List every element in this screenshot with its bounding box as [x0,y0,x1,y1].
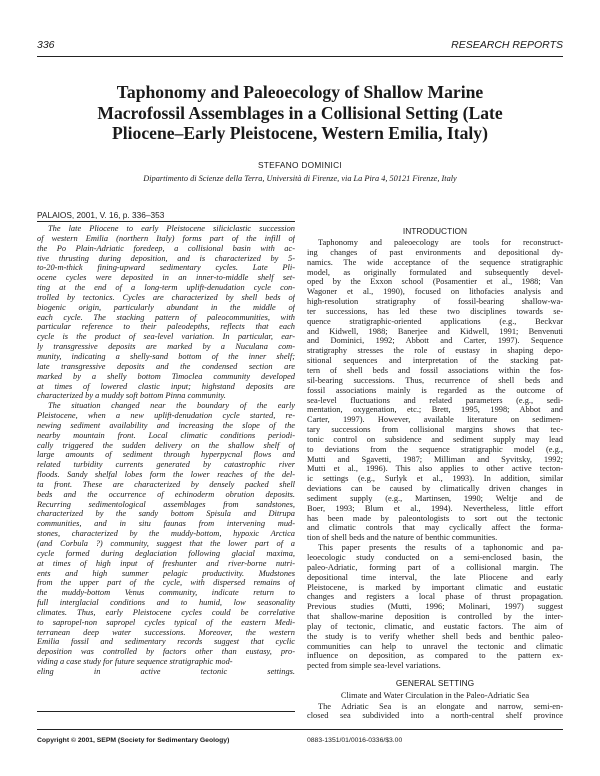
text-line: tary successions from collisional margins shows that tec- [307,425,563,435]
title-line: Macrofossil Assemblages in a Collisional Setting (Late [97,102,503,123]
text-line: Recurring sedimentological assemblages from sandstones, [37,499,295,509]
text-line: newing sediment availability and increasing the slope of the [37,420,295,430]
general-setting-subheading: Climate and Water Circulation in the Paleo-Adriatic Sea [340,691,530,701]
text-line: Mutti and Sgavetti, 1987; Milliman and Syvitsky, 1992; [307,454,563,464]
text-line: high-resolution stratigraphy of fossil-bearing shallow-wa- [307,297,563,307]
text-line: at times of lowered clastic input; highstand deposits are [37,381,295,391]
copyright-notice: Copyright © 2001, SEPM (Society for Sedimentary Geology) [37,737,230,744]
text-line: pected from simple sea-level variations. [307,661,441,671]
general-setting-heading: GENERAL SETTING [395,678,475,689]
text-line: play of tectonic, climatic, and eustatic factors. The aim of [307,621,563,631]
text-line: eling in active tectonic settings. [37,666,295,676]
text-line: cycle is the product of sea-level variation. In particular, ear- [37,332,295,342]
text-line: tive thrusting during deposition, and is characterized by 5- [37,253,295,263]
title-line: Pliocene–Early Pleistocene, Western Emilia, Italy) [112,123,488,143]
text-line: cally triggered the sudden delivery on the shallow shelf of [37,440,295,450]
text-line: to deviations from the sequence stratigraphic model (e.g., [307,444,563,454]
text-line: The Adriatic Sea is an elongate and narrow, semi-en- [318,701,563,711]
text-line: and Kidwell, 1988; Banerjee and Kidwell, 1991; Benvenuti [307,326,563,336]
text-line: climates. Thus, early Pleistocene cycles could be correlative [37,607,295,617]
text-line: that shallow-marine deposition is controlled by the inter- [307,612,563,622]
text-line: (and Corbula ?) community, suggest that the lower part of a [37,539,295,548]
text-line: ing changes of past environments and depositional dy- [307,247,563,257]
text-line: and climatic controls that may cyclically affect the forma- [307,523,563,533]
text-line: characterized by a muddy soft bottom Pinna community. [37,391,226,401]
text-line: leoecologic study conducted on a semi-enclosed basin, the [307,553,563,562]
introduction-heading: INTRODUCTION [402,226,468,236]
text-line: sitional sequences and interpretation of the stacking pat- [307,356,563,366]
text-line: sediment supply (e.g., Martinsen, 1990; Weltje and de [307,493,563,503]
text-line: ents and high summer pelagic productivity. Mudstones [37,568,295,578]
author-name: STEFANO DOMINICI [257,160,343,170]
text-line: Taphonomy and paleoecology are tools for reconstruct- [318,238,563,247]
article-title [40,82,560,144]
text-line: Wagoner et al., 1990), focused on lithofacies analysis and [307,287,563,297]
issn-code: 0883-1351/01/0016-0336/$3.00 [307,737,403,744]
text-line: communities can help to unravel the tectonic and climatic [307,641,563,651]
text-line: influence on deposition, as compared to the pattern ex- [307,651,563,661]
header-rule [37,56,563,57]
text-line: tonic control on subsidence and sediment supply may lead [307,434,563,444]
title-line: Taphonomy and Paleoecology of Shallow Marine [116,82,484,102]
text-line: terranean deep water successions. Moreover, the western [37,627,295,637]
text-line: Carter, 1997). However, available literature on sedimen- [307,415,563,425]
text-line: Emilia fossil and sedimentary records suggest that cyclic [37,637,295,647]
abstract [37,224,295,677]
introduction-text [307,238,563,671]
text-line: viding a case study for future sequence stratigraphic mod- [37,657,233,667]
text-line: The situation changed near the boundary of the early [48,401,295,411]
text-line: floods. Sandy shelfal lobes form the lower reaches of the del- [37,470,295,480]
text-line: tern of shell beds and fossil associations within the fos- [307,365,563,375]
text-line: sil-bearing successions. Thus, recurrence of shell beds and [307,375,563,385]
text-line: paleo-Adriatic, forming part of a collisional margin. The [307,562,563,572]
text-line: the muddy-bottom Venus community, indicate return to [37,588,295,598]
text-line: fossil associations mainly is regarded as the outcome of [307,385,563,395]
text-line: at times of high input of freshunter and river-borne nutri- [37,558,295,568]
text-line: Previous studies (Mutti, 1996; Molinari, 1997) suggest [307,602,563,612]
text-line: deviations can be caused by climatically driven changes in [307,484,563,494]
page-number: 336 [37,39,55,51]
text-line: deposition was controlled by factors other than eustasy, pro- [37,647,295,657]
journal-citation: PALAIOS, 2001, V. 16, p. 336–353 [37,210,165,220]
text-line: late transgressive deposits and the condensed section are [37,361,295,371]
text-line: each cycle. The stacking pattern of paleocommunities, with [37,312,295,322]
text-line: marked by a shelly bottom Timoclea community developed [37,371,295,381]
text-line: sea-level fluctuations and related parameters (e.g., sedi- [307,395,563,405]
text-line: the Po Plain-Adriatic foredeep, a collisional basin with ac- [37,243,295,253]
text-line: model, as originally formulated and subsequently devel- [307,267,563,277]
text-line: stones, characterized by the muddy-bottom, hypoxic Arctica [37,529,295,539]
text-line: munity, indicating a shelly-sand bottom of the inner shelf; [37,351,295,361]
text-line: particular reference to their paleodepths, reflects that each [37,322,295,332]
text-line: mentation, oxygenation, etc.; Brett, 1995, 1998; Abbot and [307,405,563,415]
text-line: ting at the end of a long-term uplift-denudation cycle con- [37,283,295,293]
text-line: biogenic origin, particularly abundant in the middle of [37,302,295,312]
abstract-bottom-rule [37,711,295,712]
text-line: from the upper part of the cycle, with dispersed remains of [37,578,295,588]
text-line: ly transgressive deposits are marked by a Nuculana com- [37,342,295,352]
author-affiliation: Dipartimento di Scienze della Terra, Università di Firenze, via La Pira 4, 50121 Firenze, Italy [143,174,457,183]
text-line: beds and the occurrence of echinoderm obrution deposits. [37,489,295,499]
text-line: Boer, 1993; Blum et al., 1994). Nevertheless, little effort [307,503,563,513]
text-line: Pleistocene, when a new uplift-denudation cycle started, re- [37,411,295,421]
text-line: related turbidity currents generated by catastrophic river [37,460,295,470]
text-line: depositional time interval, the late Pliocene and early [307,572,563,582]
text-line: and Dominici, 1992; Abbott and Carter, 1997). Sequence [307,336,563,346]
text-line: stratigraphy stresses the role of eustasy in shaping depo- [307,346,563,356]
text-line: namics. The wide acceptance of the sequence stratigraphic [307,257,563,267]
body-column [307,224,563,721]
text-line: cycle formed during deglaciation following glacial maxima, [37,548,295,558]
text-line: Mutti et al., 1996). This also applies to other active tecton- [307,464,563,474]
text-line: large amounts of sediment through hyperpycnal flows and [37,450,295,460]
general-setting-text [307,702,563,722]
running-header [37,39,563,53]
text-line: oped by the Exxon school (Posamentier et al., 1988; Van [307,277,563,287]
text-line: trolled by tectonics. Cycles are characterized by shell beds of [37,292,295,302]
text-line: The late Pliocene to early Pleistocene siliciclastic succession [48,224,295,233]
text-line: tion of shell beds and the nature of benthic communities. [307,533,498,543]
text-line: characterized by the sandy bottom Spisula and Ditrupa [37,509,295,519]
text-line: full interglacial conditions and to humid, low seasonality [37,598,295,608]
text-line: Pleistocene, is marked by important climatic and eustatic [307,582,563,592]
text-line: nearby mountain front. Local climatic conditions periodi- [37,430,295,440]
text-line: closed sea subdivided into a north-central shelf province [307,711,563,721]
text-line: ter successions, has led these two disciplines towards se- [307,306,563,316]
text-line: communities, and in situ faunas from intervening mud- [37,519,295,529]
text-line: changes and registers a local phase of thrust propagation. [307,592,563,602]
abstract-top-rule [37,221,295,222]
text-line: the study is to verify whether shell beds and benthic paleo- [307,631,563,641]
text-line: ocene cycles were deposited in an inner-to-middle shelf set- [37,273,295,283]
text-line: quence stratigraphic-oriented applications (e.g., Beckvar [307,316,563,326]
text-line: ic settings (e.g., Surlyk et al., 1993). In addition, similar [307,474,563,484]
footer-rule [37,729,563,730]
text-line: ta front. These are characterized by densely packed shell [37,479,295,489]
text-line: This paper presents the results of a taphonomic and pa- [318,543,563,553]
text-line: to-20-m-thick fining-upward sedimentary cycles. Late Pli- [37,263,295,273]
text-line: has been made by paleontologists to sort out the tectonic [307,513,563,523]
section-label: RESEARCH REPORTS [451,39,563,51]
text-line: of western Emilia (northern Italy) forms part of the infill of [37,233,295,243]
text-line: to sapropel-non sapropel cycles typical of the eastern Medi- [37,617,295,627]
